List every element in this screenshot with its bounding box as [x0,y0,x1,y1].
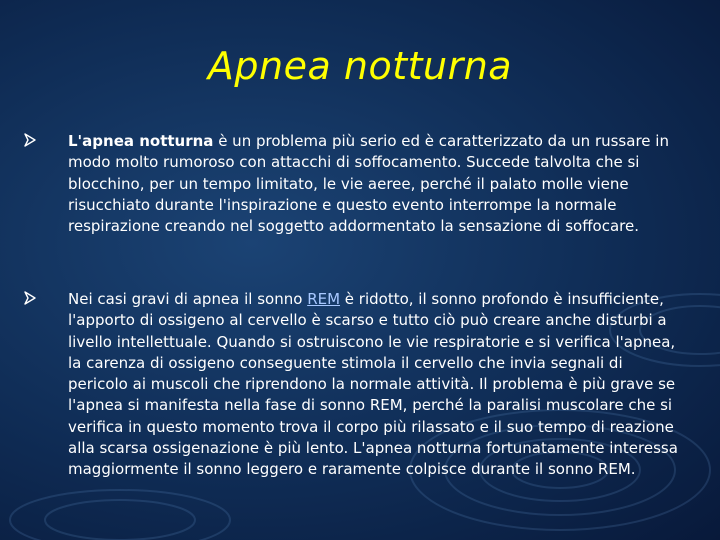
bullet-bold-term: L'apnea notturna [68,132,214,150]
bullet-item [68,131,684,237]
bullet-text: è ridotto, il sonno profondo è insufficiente, l'apporto di ossigeno al cervello è scarso e tutto ciò può creare anche disturbi a livello intellettuale. Quando si ostruiscono le vie respiratorie e si verifica l'apnea, la carenza di ossigeno conseguente stimola il cervello che invia segnali di pericolo ai muscoli che riprendono la normale attività. Il problema è più grave se l'apnea si manifesta nella fase di sonno REM, perché la paralisi muscolare che si verifica in questo momento trova il corpo più rilassato e il suo tempo di reazione alla scarsa ossigenazione è più lento. L'apnea notturna fortunatamente interessa maggiormente il sonno leggero e raramente colpisce durante il sonno REM. [68,290,678,479]
rem-link[interactable]: REM [307,290,341,308]
arrowhead-bullet-icon [24,291,36,305]
arrowhead-bullet-icon [24,133,36,147]
bullet-text: Nei casi gravi di apnea il sonno [68,290,308,308]
bullet-text: è un problema più serio ed è caratterizzato da un russare in modo molto rumoroso con attacchi di soffocamento. Succede talvolta che si blocchino, per un tempo limitato, le vie aeree, perché il palato molle viene risucchiato durante l'inspirazione e questo evento interrompe la normale respirazione creando nel soggetto addormentato la sensazione di soffocare. [68,132,669,236]
bullet-item [68,289,684,481]
slide-title: Apnea notturna [207,44,513,88]
